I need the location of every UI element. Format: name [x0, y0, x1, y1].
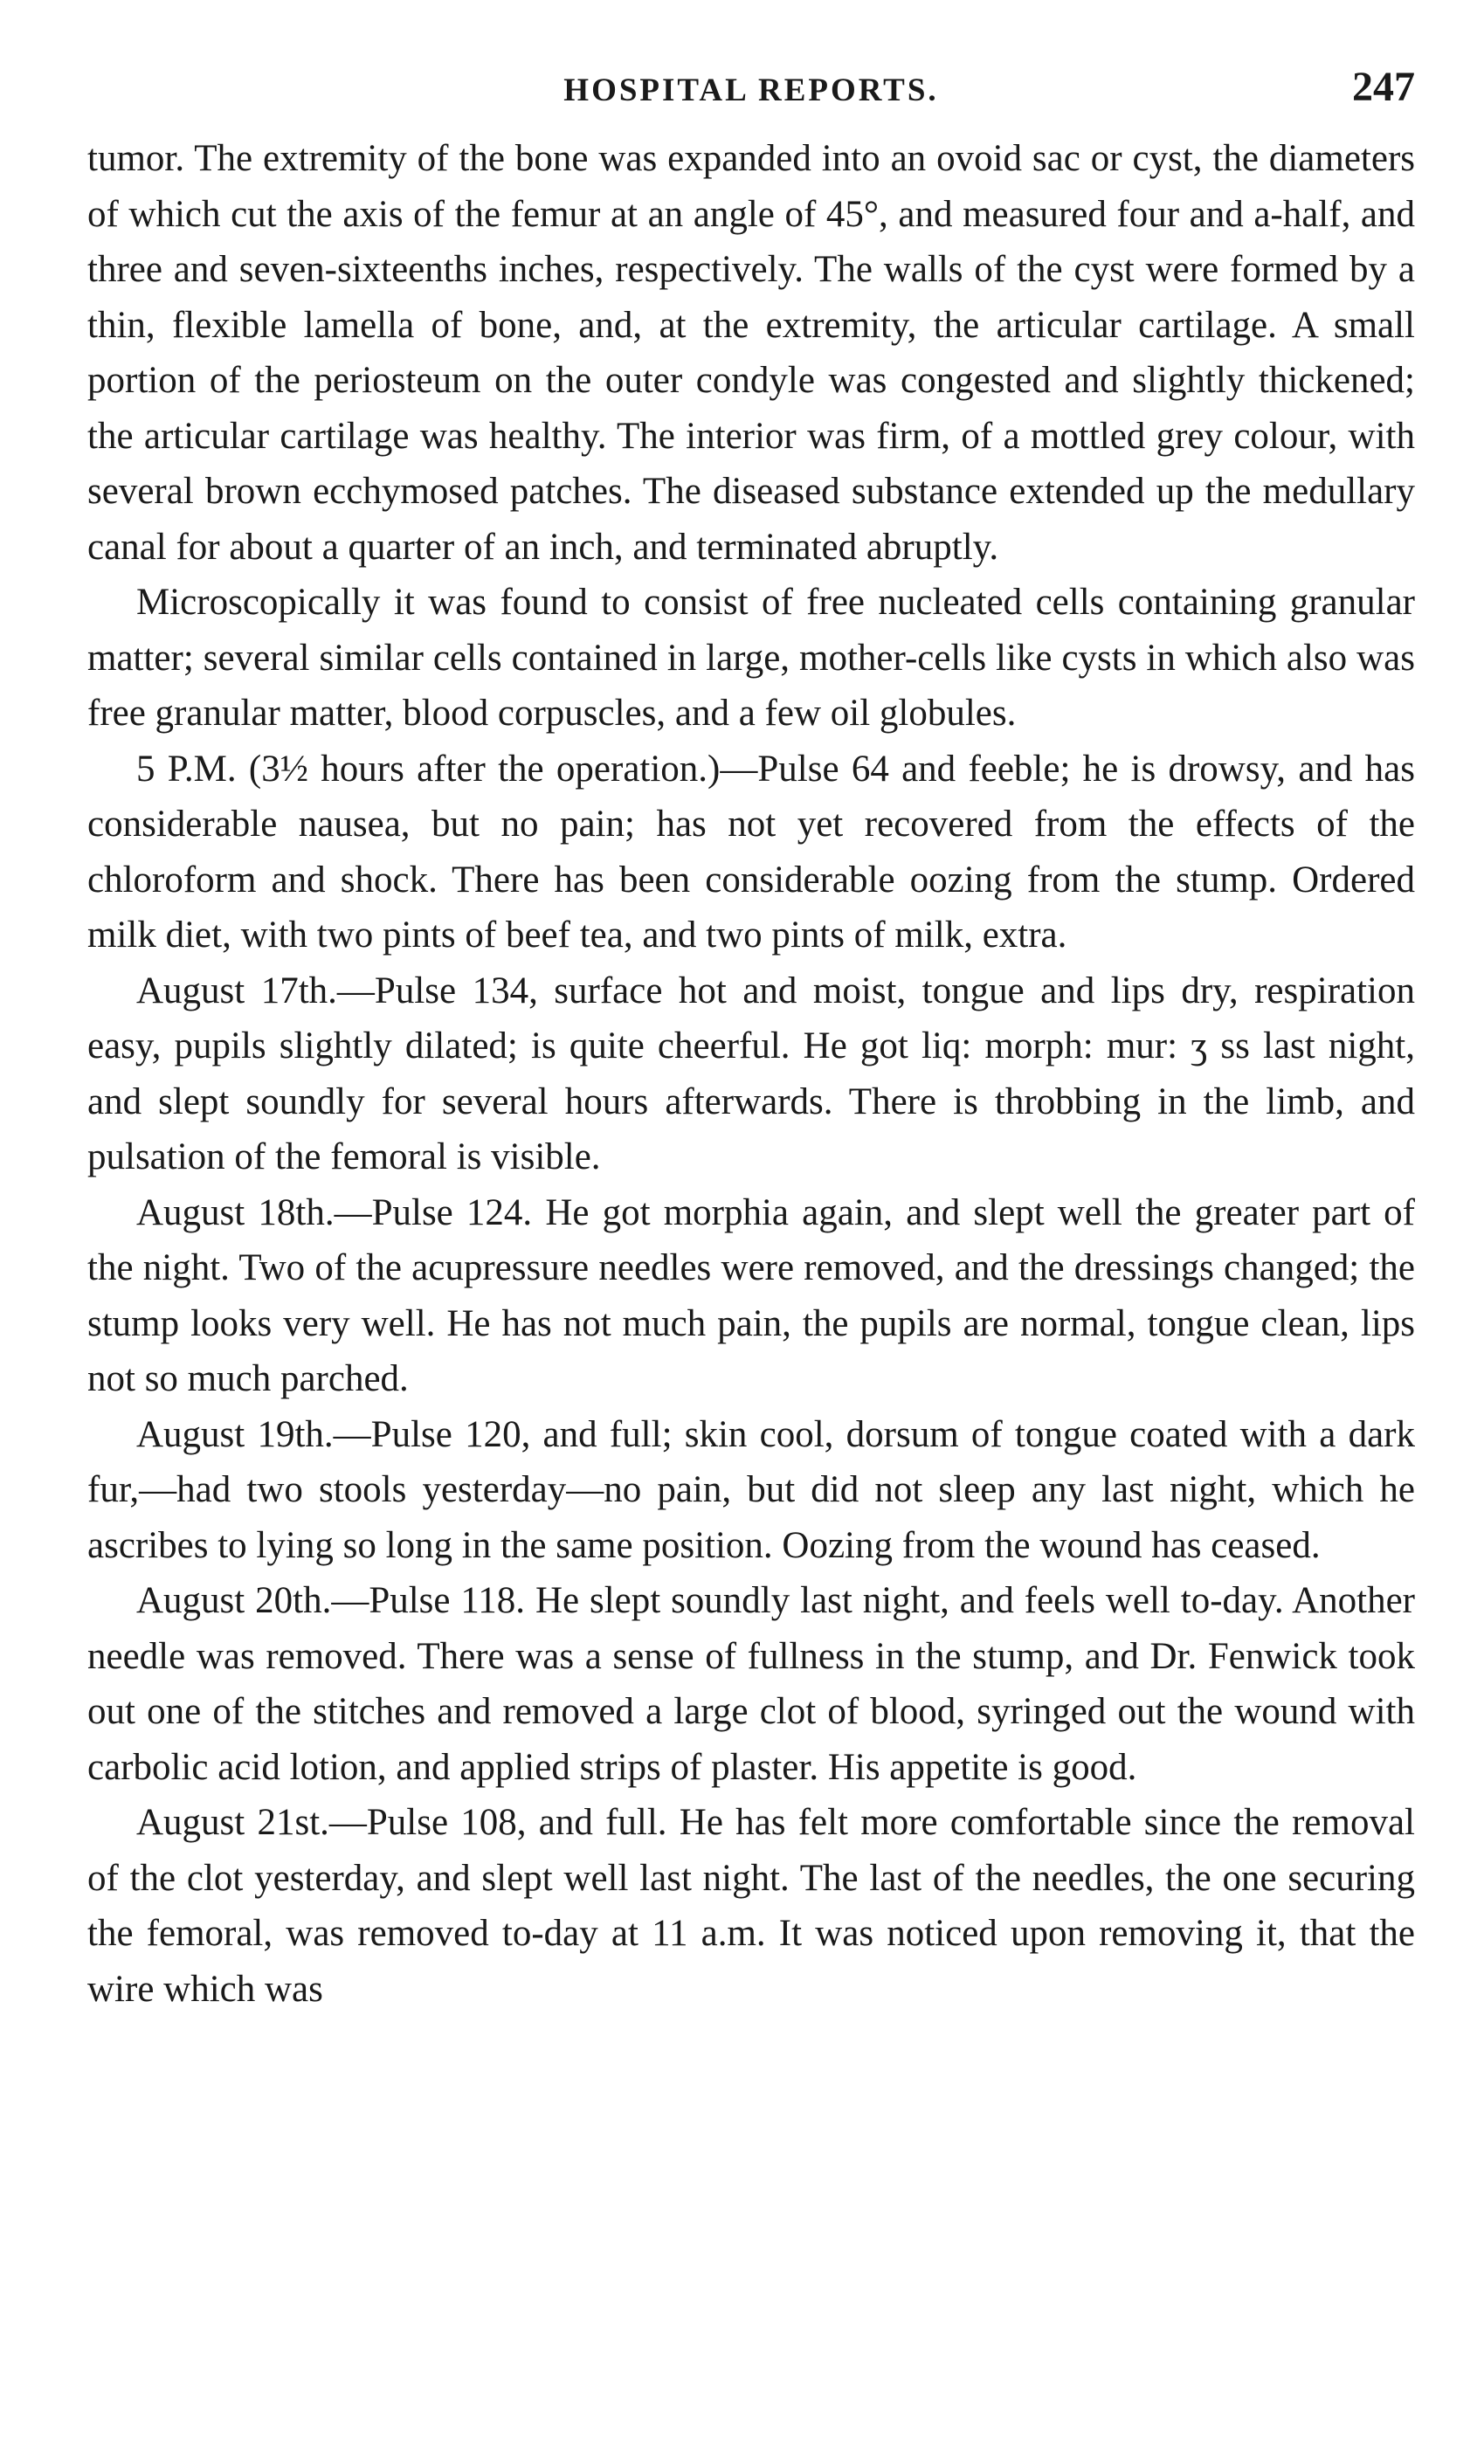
paragraph-5pm: 5 P.M. (3½ hours after the operation.)—Pulse 64 and feeble; he is drowsy, and has considerable nausea, but no pain; has not yet recovered from the effects of the chloroform and shock. There has been considerable oozing from the stump. Ordered milk diet, with two pints of beef tea, and two pints of milk, extra.	[87, 748, 1415, 956]
paragraph-august-18: August 18th.—Pulse 124. He got morphia again, and slept well the greater part of the night. Two of the acupressure needles were removed, and the dressings changed; the stump looks very well. He has not much pain, the pupils are normal, tongue clean, lips not so much parched.	[87, 1191, 1415, 1399]
paragraph-microscopic: Microscopically it was found to consist of free nucleated cells containing granular matter; several similar cells contained in large, mother-cells like cysts in which also was free granular matter, blood corpuscles, and a few oil globules.	[87, 582, 1415, 734]
paragraph-continuation: tumor. The extremity of the bone was expanded into an ovoid sac or cyst, the diameters of which cut the axis of the femur at an angle of 45°, and measured four and a-half, and three and seven-sixteenths inches, respectively. The walls of the cyst were formed by a thin, flexible lamella of bone, and, at the extremity, the articular cartilage. A small portion of the periosteum on the outer condyle was congested and slightly thickened; the articular cartilage was healthy. The interior was firm, of a mottled grey colour, with several brown ecchymosed patches. The diseased substance extended up the medullary canal for about a quarter of an inch, and terminated abruptly.	[87, 138, 1415, 568]
running-title: HOSPITAL REPORTS.	[563, 72, 939, 108]
page-number: 247	[1352, 64, 1415, 110]
running-header	[87, 52, 1415, 131]
paragraph-august-20: August 20th.—Pulse 118. He slept soundly last night, and feels well to-day. Another needle was removed. There was a sense of fullness in the stump, and Dr. Fenwick took out one of the stitches and removed a large clot of blood, syringed out the wound with carbolic acid lotion, and applied strips of plaster. His appetite is good.	[87, 1580, 1415, 1788]
document-page	[87, 52, 1415, 2017]
paragraph-august-21: August 21st.—Pulse 108, and full. He has felt more comfortable since the removal of the clot yesterday, and slept well last night. The last of the needles, the one securing the femoral, was removed to-day at 11 a.m. It was noticed upon removing it, that the wire which was	[87, 1802, 1415, 2010]
paragraph-august-17: August 17th.—Pulse 134, surface hot and moist, tongue and lips dry, respiration easy, pupils slightly dilated; is quite cheerful. He got liq: morph: mur: ʒ ss last night, and slept soundly for several hours afterwards. There is throbbing in the limb, and pulsation of the femoral is visible.	[87, 970, 1415, 1177]
body-text	[87, 131, 1415, 2017]
paragraph-august-19: August 19th.—Pulse 120, and full; skin cool, dorsum of tongue coated with a dark fur,—had two stools yesterday—no pain, but did not sleep any last night, which he ascribes to lying so long in the same position. Oozing from the wound has ceased.	[87, 1413, 1415, 1566]
